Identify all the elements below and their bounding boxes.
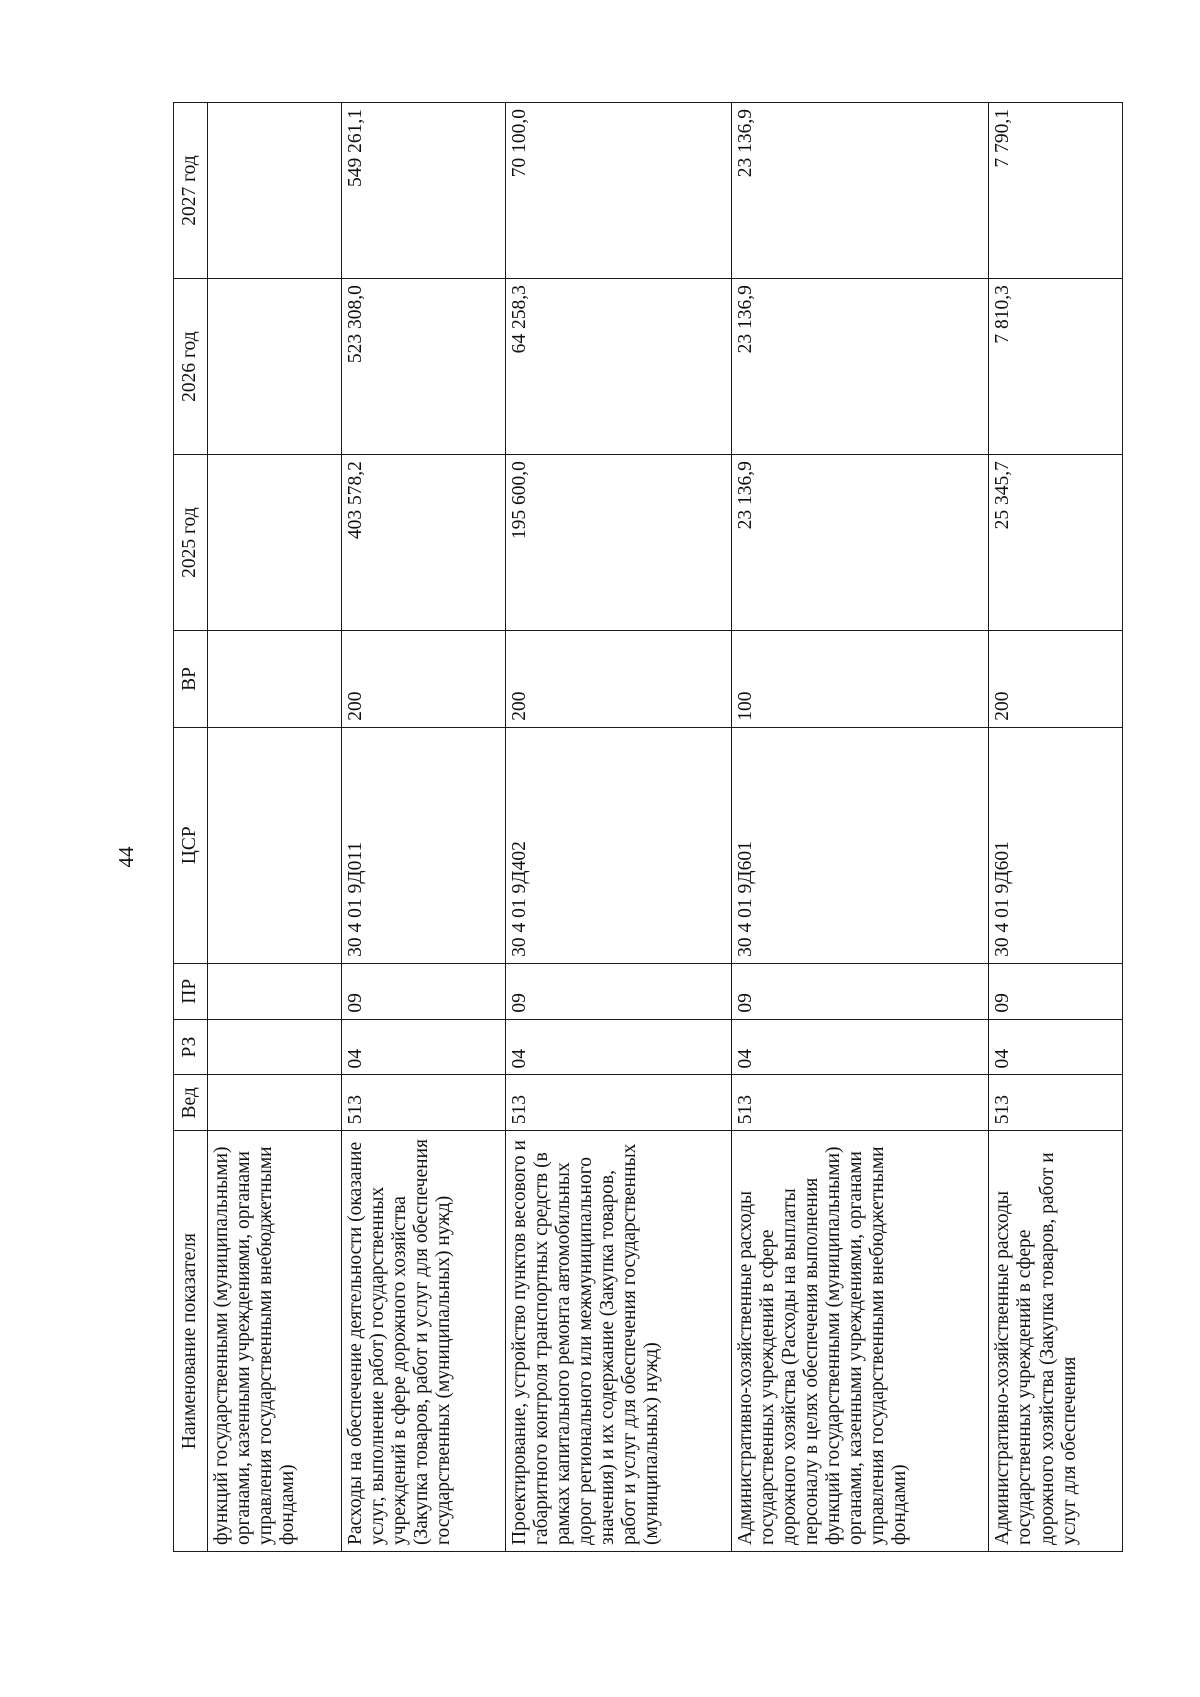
row-ved xyxy=(208,1075,342,1131)
row-pr: 09 xyxy=(732,963,989,1019)
header-pr: ПР xyxy=(174,963,208,1019)
row-csr: 30 4 01 9Д601 xyxy=(989,727,1123,963)
table-row xyxy=(732,103,989,1552)
row-vr: 200 xyxy=(341,631,505,728)
budget-table-container xyxy=(173,102,1123,1552)
row-2026: 64 258,3 xyxy=(505,279,731,455)
header-name: Наименование показателя xyxy=(174,1131,208,1552)
row-pr: 09 xyxy=(505,963,731,1019)
header-csr: ЦСР xyxy=(174,727,208,963)
row-2026: 7 810,3 xyxy=(989,279,1123,455)
row-rz: 04 xyxy=(989,1019,1123,1075)
row-pr xyxy=(208,963,342,1019)
row-pr: 09 xyxy=(341,963,505,1019)
row-rz: 04 xyxy=(505,1019,731,1075)
row-name: функций государственными (муниципальными) органами, казенными учреждениями, органами управления государственными внебюджетными фондами) xyxy=(208,1131,342,1552)
table-row xyxy=(989,103,1123,1552)
row-2027: 549 261,1 xyxy=(341,103,505,279)
row-name: Проектирование, устройство пунктов весового и габаритного контроля транспортных средств (в рамках капитального ремонта автомобильных дорог регионального или межмуниципального значения) и их содержание (Закупка товаров, работ и услуг для обеспечения государственных (муниципальных) нужд) xyxy=(505,1131,731,1552)
header-2025: 2025 год xyxy=(174,455,208,631)
row-rz: 04 xyxy=(341,1019,505,1075)
table-row xyxy=(505,103,731,1552)
row-2027 xyxy=(208,103,342,279)
row-2026 xyxy=(208,279,342,455)
table-header-row xyxy=(174,103,208,1552)
row-pr: 09 xyxy=(989,963,1123,1019)
row-ved: 513 xyxy=(341,1075,505,1131)
row-name: Административно-хозяйственные расходы государственных учреждений в сфере дорожного хозяйства (Закупка товаров, работ и услуг для обеспечения xyxy=(989,1131,1123,1552)
rotated-table xyxy=(173,102,1123,1552)
row-vr: 200 xyxy=(505,631,731,728)
row-ved: 513 xyxy=(505,1075,731,1131)
header-vr: ВР xyxy=(174,631,208,728)
row-name: Расходы на обеспечение деятельности (оказание услуг, выполнение работ) государственных учреждений в сфере дорожного хозяйства (Закупка товаров, работ и услуг для обеспечения государственных (муниципальных) нужд) xyxy=(341,1131,505,1552)
row-2026: 23 136,9 xyxy=(732,279,989,455)
row-vr: 200 xyxy=(989,631,1123,728)
header-2027: 2027 год xyxy=(174,103,208,279)
row-2025: 403 578,2 xyxy=(341,455,505,631)
row-ved: 513 xyxy=(732,1075,989,1131)
page-number: 44 xyxy=(114,846,138,868)
row-rz: 04 xyxy=(732,1019,989,1075)
row-2027: 7 790,1 xyxy=(989,103,1123,279)
row-2026: 523 308,0 xyxy=(341,279,505,455)
row-2027: 23 136,9 xyxy=(732,103,989,279)
row-2027: 70 100,0 xyxy=(505,103,731,279)
table-row xyxy=(341,103,505,1552)
header-2026: 2026 год xyxy=(174,279,208,455)
header-ved: Вед xyxy=(174,1075,208,1131)
row-csr: 30 4 01 9Д402 xyxy=(505,727,731,963)
row-csr: 30 4 01 9Д011 xyxy=(341,727,505,963)
row-name: Административно-хозяйственные расходы государственных учреждений в сфере дорожного хозяйства (Расходы на выплаты персоналу в целях обеспечения выполнения функций государственными (муниципальными) органами, казенными учреждениями, органами управления государственными внебюджетными фондами) xyxy=(732,1131,989,1552)
row-2025: 195 600,0 xyxy=(505,455,731,631)
row-ved: 513 xyxy=(989,1075,1123,1131)
row-2025: 23 136,9 xyxy=(732,455,989,631)
budget-table xyxy=(173,102,1123,1552)
row-csr: 30 4 01 9Д601 xyxy=(732,727,989,963)
row-rz xyxy=(208,1019,342,1075)
row-2025: 25 345,7 xyxy=(989,455,1123,631)
header-rz: РЗ xyxy=(174,1019,208,1075)
row-vr: 100 xyxy=(732,631,989,728)
row-2025 xyxy=(208,455,342,631)
row-csr xyxy=(208,727,342,963)
table-row xyxy=(208,103,342,1552)
row-vr xyxy=(208,631,342,728)
